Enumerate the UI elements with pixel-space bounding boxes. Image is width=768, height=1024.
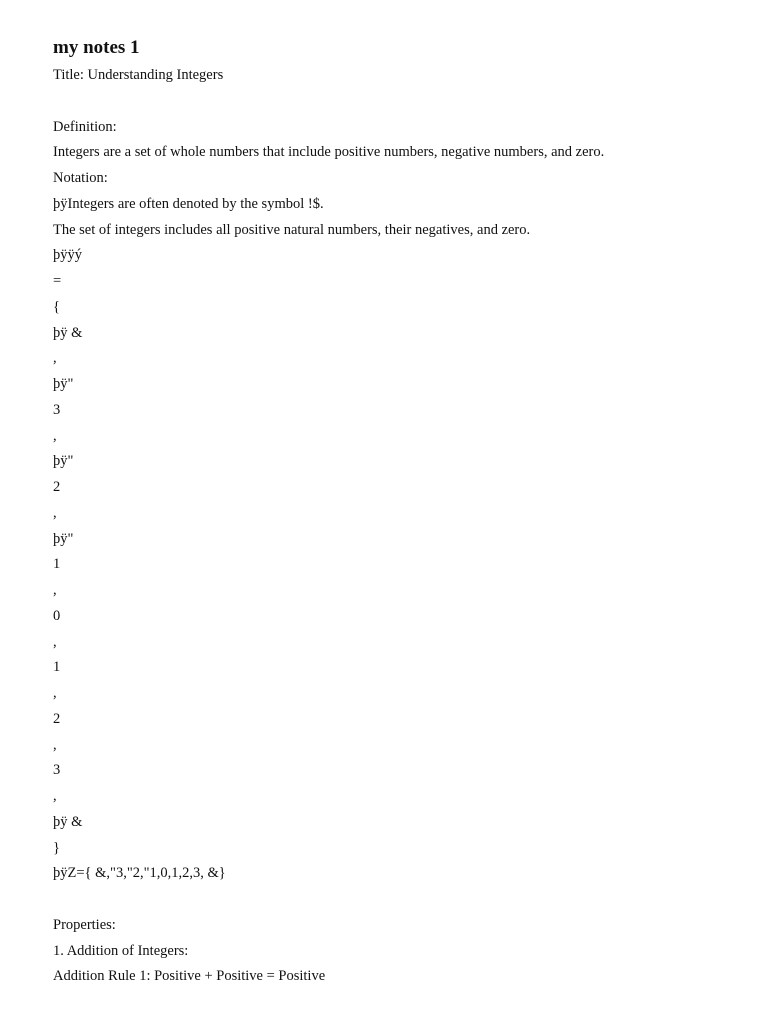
text-line: ,: [53, 685, 57, 701]
text-line: [53, 887, 728, 913]
text-line: Properties:: [53, 916, 116, 933]
text-line: ,: [53, 633, 57, 650]
document-body: [53, 63, 728, 990]
text-line: ,: [53, 582, 57, 598]
text-line: Integers are a set of whole numbers that include positive numbers, negative numbers, and zero.: [53, 144, 605, 161]
text-line: =: [53, 273, 62, 289]
text-line: [53, 89, 728, 115]
text-line: 2: [53, 710, 61, 727]
text-line: þÿ &: [53, 324, 83, 341]
text-line: þÿÿý: [53, 247, 82, 264]
text-line: ,: [53, 788, 57, 804]
text-line: 0: [53, 607, 61, 624]
text-line: ,: [53, 350, 57, 367]
text-line: þÿIntegers are often denoted by the symbol !$.: [53, 195, 324, 212]
text-line: ,: [53, 504, 57, 521]
text-line: þÿ": [53, 376, 74, 392]
text-line: Addition Rule 1: Positive + Positive = Positive: [53, 968, 326, 985]
text-line: þÿZ={ &,"3,"2,"1,0,1,2,3, &}: [53, 865, 226, 882]
text-line: þÿ &: [53, 813, 83, 830]
text-line: 3: [53, 401, 61, 418]
text-line: 1. Addition of Integers:: [53, 942, 189, 959]
text-line: 1: [53, 556, 61, 573]
text-line: þÿ": [53, 530, 74, 547]
text-line: The set of integers includes all positive natural numbers, their negatives, and zero.: [53, 221, 531, 238]
text-line: ,: [53, 736, 57, 753]
document-page: [53, 33, 728, 990]
text-line: 1: [53, 659, 61, 676]
text-line: Definition:: [53, 118, 117, 135]
text-line: {: [53, 298, 60, 315]
document-title: my notes 1: [53, 37, 140, 58]
text-line: 2: [53, 479, 61, 495]
text-line: }: [53, 839, 60, 856]
text-line: þÿ": [53, 453, 74, 470]
text-line: Notation:: [53, 170, 108, 186]
text-line: 3: [53, 762, 61, 779]
text-line: ,: [53, 427, 57, 444]
text-line: Title: Understanding Integers: [53, 67, 224, 83]
